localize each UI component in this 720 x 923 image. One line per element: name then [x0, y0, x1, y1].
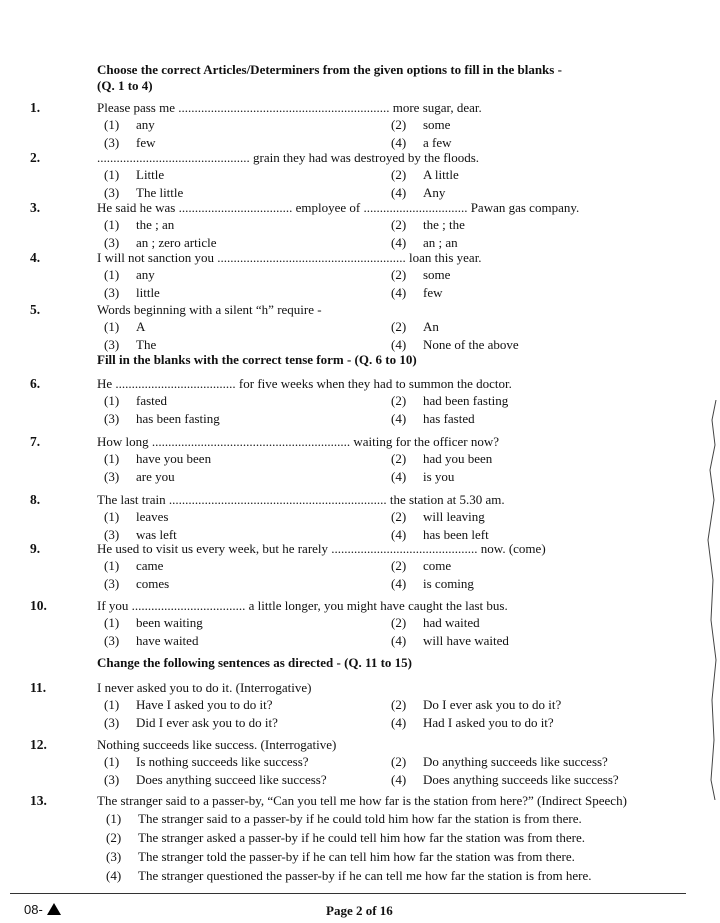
option-text: some	[423, 117, 451, 132]
answer-option[interactable]	[104, 451, 211, 467]
answer-option[interactable]	[391, 135, 452, 151]
answer-option[interactable]	[104, 576, 169, 592]
option-text: Little	[136, 167, 165, 182]
option-text: have you been	[136, 451, 212, 466]
option-label: (2)	[391, 754, 407, 769]
option-text: an ; an	[423, 235, 458, 250]
question-item	[0, 737, 720, 754]
answer-option[interactable]	[104, 319, 145, 335]
question-number: 8.	[30, 492, 41, 507]
answer-option[interactable]	[391, 185, 445, 201]
answer-option[interactable]	[104, 285, 160, 301]
option-text: Did I ever ask you to do it?	[136, 715, 278, 730]
option-text: Is nothing succeeds like success?	[136, 754, 309, 769]
torn-edge-icon	[702, 400, 720, 800]
option-text: Have I asked you to do it?	[136, 697, 273, 712]
answer-option[interactable]	[104, 772, 327, 788]
paper-code: 08-	[24, 902, 61, 917]
answer-option[interactable]	[391, 697, 561, 713]
option-label: (4)	[391, 633, 407, 648]
answer-option[interactable]	[391, 558, 451, 574]
option-text: little	[136, 285, 160, 300]
option-label: (3)	[104, 527, 120, 542]
answer-option[interactable]	[104, 393, 167, 409]
answer-option[interactable]	[104, 715, 278, 731]
answer-option[interactable]	[391, 615, 480, 631]
option-label: (2)	[391, 697, 407, 712]
option-text: The	[136, 337, 157, 352]
section-heading	[97, 352, 417, 368]
footer-divider	[10, 893, 686, 894]
option-text: came	[136, 558, 164, 573]
option-text: A little	[423, 167, 459, 182]
question-text: The last train ................................................................... the station at 5.30 am.	[97, 492, 505, 507]
option-label: (3)	[104, 576, 120, 591]
option-label: (1)	[104, 451, 120, 466]
option-label: (2)	[391, 167, 407, 182]
option-label: (3)	[104, 633, 120, 648]
answer-option[interactable]	[391, 267, 450, 283]
option-text: few	[423, 285, 443, 300]
answer-option[interactable]	[106, 811, 582, 827]
option-text: come	[423, 558, 452, 573]
question-text: Nothing succeeds like success. (Interrogative)	[97, 737, 337, 752]
section-heading-line: Fill in the blanks with the correct tense form - (Q. 6 to 10)	[97, 352, 417, 367]
section-heading-line: Change the following sentences as directed - (Q. 11 to 15)	[97, 655, 412, 670]
answer-option[interactable]	[106, 868, 592, 884]
question-text: Words beginning with a silent “h” require -	[97, 302, 322, 317]
section-heading-range: (Q. 1 to 4)	[97, 78, 153, 93]
answer-option[interactable]	[391, 319, 439, 335]
answer-option[interactable]	[391, 411, 475, 427]
question-number: 12.	[30, 737, 47, 752]
option-text: are you	[136, 469, 175, 484]
option-label: (2)	[391, 217, 407, 232]
option-text: leaves	[136, 509, 169, 524]
option-label: (2)	[391, 451, 407, 466]
option-label: (2)	[391, 117, 407, 132]
answer-option[interactable]	[104, 267, 155, 283]
option-label: (4)	[391, 715, 407, 730]
option-text: has been left	[423, 527, 489, 542]
option-label: (4)	[391, 337, 407, 352]
answer-option[interactable]	[391, 469, 454, 485]
question-number: 10.	[30, 598, 47, 613]
option-text: Does anything succeed like success?	[136, 772, 327, 787]
option-label: (3)	[106, 849, 122, 864]
option-label: (2)	[391, 615, 407, 630]
answer-option[interactable]	[104, 754, 309, 770]
question-number: 2.	[30, 150, 41, 165]
option-text: Does anything succeeds like success?	[423, 772, 619, 787]
option-label: (3)	[104, 715, 120, 730]
answer-option[interactable]	[104, 469, 175, 485]
option-text: the ; the	[423, 217, 465, 232]
option-label: (1)	[104, 509, 120, 524]
answer-option[interactable]	[104, 337, 156, 353]
answer-option[interactable]	[104, 135, 156, 151]
option-text: the ; an	[136, 217, 175, 232]
option-label: (3)	[104, 337, 120, 352]
question-item	[0, 793, 720, 810]
option-text: is coming	[423, 576, 474, 591]
question-text: ............................................... grain they had was destroyed by the floods.	[97, 150, 480, 165]
option-text: None of the above	[423, 337, 519, 352]
answer-option[interactable]	[104, 411, 220, 427]
question-item	[0, 598, 720, 615]
option-label: (1)	[104, 217, 120, 232]
question-number: 13.	[30, 793, 47, 808]
option-label: (1)	[104, 393, 120, 408]
option-label: (1)	[104, 754, 120, 769]
option-label: (4)	[391, 235, 407, 250]
answer-option[interactable]	[391, 772, 619, 788]
answer-option[interactable]	[104, 217, 174, 233]
answer-option[interactable]	[104, 615, 203, 631]
option-text: The stranger questioned the passer-by if he can tell me how far the station is from here.	[138, 868, 592, 883]
option-label: (2)	[391, 393, 407, 408]
question-text: I never asked you to do it. (Interrogative)	[97, 680, 312, 695]
question-item	[0, 680, 720, 697]
question-item	[0, 492, 720, 509]
question-text: I will not sanction you .......................................................... loan this year.	[97, 250, 482, 265]
option-text: comes	[136, 576, 170, 591]
option-text: had been fasting	[423, 393, 509, 408]
answer-option[interactable]	[391, 337, 519, 353]
answer-option[interactable]	[391, 633, 509, 649]
answer-option[interactable]	[391, 509, 485, 525]
option-label: (2)	[391, 558, 407, 573]
option-label: (4)	[106, 868, 122, 883]
option-label: (1)	[104, 697, 120, 712]
answer-option[interactable]	[391, 167, 459, 183]
option-label: (1)	[104, 319, 120, 334]
question-item	[0, 434, 720, 451]
option-label: (1)	[104, 267, 120, 282]
option-label: (2)	[106, 830, 122, 845]
option-text: was left	[136, 527, 177, 542]
option-label: (1)	[104, 167, 120, 182]
question-text: If you ................................... a little longer, you might have caught the last bus.	[97, 598, 508, 613]
answer-option[interactable]	[104, 558, 163, 574]
question-item	[0, 100, 720, 117]
option-label: (3)	[104, 469, 120, 484]
option-text: few	[136, 135, 156, 150]
option-label: (4)	[391, 135, 407, 150]
question-number: 7.	[30, 434, 41, 449]
question-number: 4.	[30, 250, 41, 265]
option-text: is you	[423, 469, 455, 484]
question-number: 11.	[30, 680, 47, 695]
answer-option[interactable]	[391, 715, 554, 731]
option-label: (3)	[104, 285, 120, 300]
option-text: Had I asked you to do it?	[423, 715, 554, 730]
option-label: (4)	[391, 772, 407, 787]
option-text: have waited	[136, 633, 199, 648]
option-label: (1)	[104, 558, 120, 573]
question-text: Please pass me ................................................................. more sugar, dear.	[97, 100, 482, 115]
question-number: 3.	[30, 200, 41, 215]
option-text: The stranger asked a passer-by if he could tell him how far the station was from there.	[138, 830, 586, 845]
option-text: will have waited	[423, 633, 509, 648]
option-text: will leaving	[423, 509, 485, 524]
option-text: Do I ever ask you to do it?	[423, 697, 562, 712]
answer-option[interactable]	[104, 697, 272, 713]
answer-option[interactable]	[104, 117, 155, 133]
question-number: 6.	[30, 376, 41, 391]
option-text: some	[423, 267, 451, 282]
option-label: (3)	[104, 772, 120, 787]
section-heading-line: Choose the correct Articles/Determiners from the given options to fill in the blanks -	[97, 62, 562, 77]
question-item	[0, 150, 720, 167]
answer-option[interactable]	[391, 235, 458, 251]
option-label: (3)	[104, 235, 120, 250]
option-text: fasted	[136, 393, 168, 408]
answer-option[interactable]	[104, 509, 168, 525]
answer-option[interactable]	[104, 235, 216, 251]
answer-option[interactable]	[106, 849, 575, 865]
section-heading	[97, 62, 562, 94]
option-label: (2)	[391, 319, 407, 334]
option-text: has been fasting	[136, 411, 220, 426]
option-label: (2)	[391, 509, 407, 524]
option-text: been waiting	[136, 615, 203, 630]
answer-option[interactable]	[391, 117, 450, 133]
question-number: 5.	[30, 302, 41, 317]
answer-option[interactable]	[391, 754, 608, 770]
option-text: Do anything succeeds like success?	[423, 754, 608, 769]
page-number: Page 2 of 16	[326, 903, 393, 918]
option-label: (3)	[104, 185, 120, 200]
option-text: has fasted	[423, 411, 475, 426]
question-item	[0, 250, 720, 267]
option-label: (4)	[391, 411, 407, 426]
option-label: (1)	[106, 811, 122, 826]
question-text: How long ............................................................. waiting for the officer now?	[97, 434, 499, 449]
option-text: The little	[136, 185, 184, 200]
answer-option[interactable]	[104, 633, 198, 649]
option-text: Any	[423, 185, 446, 200]
question-number: 1.	[30, 100, 41, 115]
option-label: (4)	[391, 469, 407, 484]
option-text: had waited	[423, 615, 480, 630]
question-text: He said he was ................................... employee of ................................ Pawan gas company.	[97, 200, 580, 215]
question-text: He ..................................... for five weeks when they had to summon the doctor.	[97, 376, 512, 391]
option-text: any	[136, 267, 155, 282]
option-text: The stranger told the passer-by if he can tell him how far the station was from there.	[138, 849, 575, 864]
option-text: a few	[423, 135, 452, 150]
answer-option[interactable]	[391, 451, 492, 467]
question-item	[0, 200, 720, 217]
option-label: (3)	[104, 135, 120, 150]
section-heading	[97, 655, 412, 671]
option-label: (2)	[391, 267, 407, 282]
answer-option[interactable]	[391, 393, 508, 409]
option-label: (1)	[104, 117, 120, 132]
answer-option[interactable]	[391, 576, 474, 592]
question-item	[0, 541, 720, 558]
option-text: an ; zero article	[136, 235, 217, 250]
option-label: (1)	[104, 615, 120, 630]
question-item	[0, 376, 720, 393]
option-text: The stranger said to a passer-by if he could told him how far the station is from there.	[138, 811, 582, 826]
option-label: (4)	[391, 185, 407, 200]
answer-option[interactable]	[391, 217, 465, 233]
question-text: The stranger said to a passer-by, “Can you tell me how far is the station from here?” (Indirect Speech)	[97, 793, 627, 808]
option-label: (3)	[104, 411, 120, 426]
option-text: any	[136, 117, 155, 132]
answer-option[interactable]	[104, 185, 183, 201]
option-text: A	[136, 319, 146, 334]
answer-option[interactable]	[106, 830, 585, 846]
option-label: (4)	[391, 576, 407, 591]
question-text: He used to visit us every week, but he rarely ............................................. now. (come)	[97, 541, 546, 556]
option-label: (4)	[391, 527, 407, 542]
option-text: An	[423, 319, 439, 334]
question-item	[0, 302, 720, 319]
answer-option[interactable]	[391, 285, 443, 301]
option-text: had you been	[423, 451, 493, 466]
option-label: (4)	[391, 285, 407, 300]
question-number: 9.	[30, 541, 41, 556]
answer-option[interactable]	[104, 167, 164, 183]
triangle-icon	[47, 903, 61, 915]
